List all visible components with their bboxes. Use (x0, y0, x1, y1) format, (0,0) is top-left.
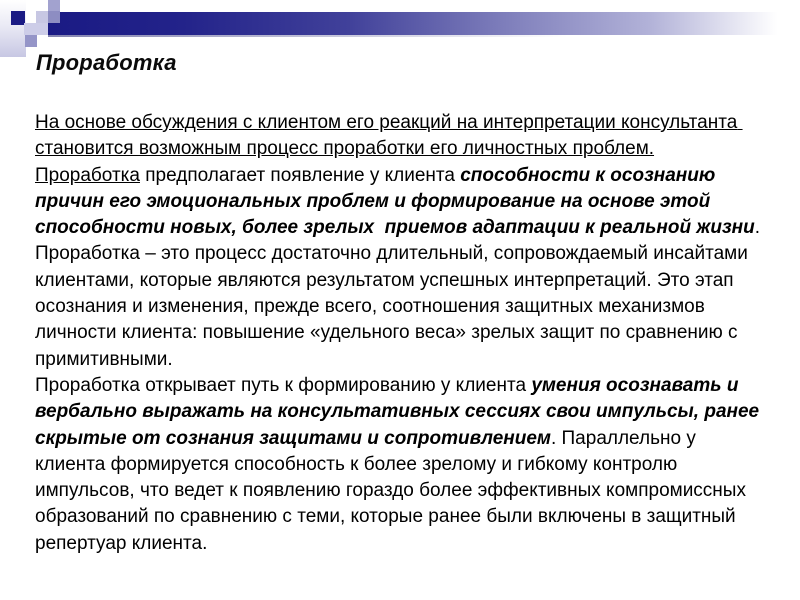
text-run-normal: . Параллельно у клиента формируется способность к более зрелому и гибкому контролю импульсов, что ведет к появлению гораздо более эффективных компромиссных образований по сравнению с теми, которые ранее были включены в защитный репертуар клиента. (35, 427, 752, 554)
left-gradient-strip (0, 0, 26, 57)
header-bar-shadow-line (48, 35, 568, 37)
gradient-header-bar (48, 12, 800, 35)
corner-square-light-icon (36, 11, 48, 23)
corner-square-light-lower-icon (24, 23, 48, 35)
text-run-normal: Проработка открывает путь к формированию у клиента (35, 374, 532, 396)
paragraph-3 (35, 373, 765, 557)
slide-title: Проработка (36, 50, 177, 75)
text-run-normal: предполагает появление у клиента (139, 164, 461, 186)
corner-square-medium-lower-icon (25, 35, 37, 47)
corner-square-overlap-icon (48, 11, 60, 23)
body-text (35, 110, 765, 557)
paragraph-1 (35, 110, 765, 163)
text-run-bold-italic: умения осознавать и вербально выражать на консультативных сессиях свои импульсы, ранее скрытые от сознания защитами и сопротивлением (35, 374, 765, 449)
paragraph-2 (35, 163, 765, 373)
text-run-underline: Проработка (35, 164, 140, 186)
text-run-normal: . Проработка – это процесс достаточно длительный, сопровождаемый инсайтами клиентами, которые являются результатом успешных интерпретаций. Это этап осознания и изменения, прежде всего, соотношения защитных механизмов личности клиента: повышение «удельного веса» зрелых защит по сравнению с примитивными. (35, 217, 766, 370)
text-run-underline: На основе обсуждения с клиентом его реакций на интерпретации консультанта становится возможным процесс проработки его личностных проблем. (35, 112, 743, 160)
text-run-bold-italic: способности к осознанию причин его эмоциональных проблем и формирование на основе этой способности новых, более зрелых приемов адаптации к реальной жизни (35, 164, 755, 239)
corner-square-navy-icon (11, 11, 25, 25)
corner-square-medium-top-icon (48, 0, 60, 11)
